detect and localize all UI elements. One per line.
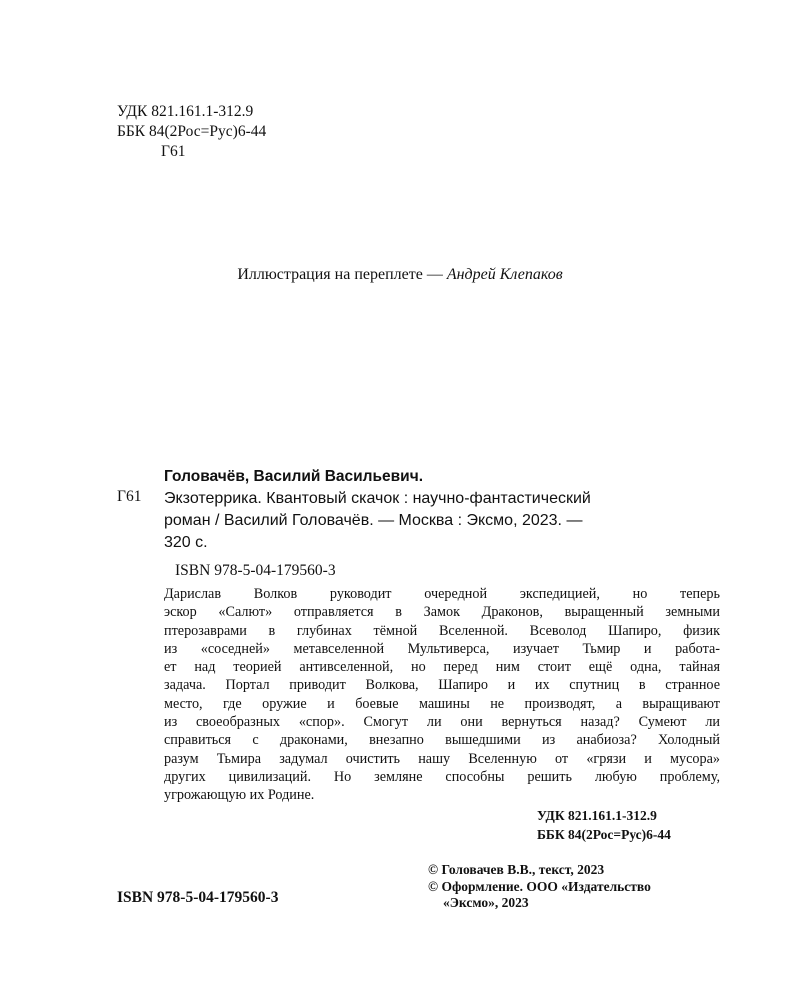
description-line: Экзотеррика. Квантовый скачок : научно-фантастический (164, 490, 591, 507)
annotation-line: Дарислав Волков руководит очередной экспедицией, но теперь (164, 586, 720, 602)
annotation-line: эскор «Салют» отправляется в Замок Драконов, выращенный земными (164, 604, 720, 621)
bottom-bbk: ББК 84(2Рос=Рус)6-44 (537, 827, 671, 842)
annotation-line: из своеобразных «спор». Смогут ли они вернуться назад? Сумеют ли (164, 714, 720, 731)
udk-code: УДК 821.161.1-312.9 (117, 103, 254, 120)
cutter-mark: Г61 (161, 143, 186, 160)
annotation-line: ет над теорией антивселенной, но перед ним стоит ещё одна, тайная (164, 659, 720, 676)
annotation-line: разум Тьмира задумал очистить нашу Вселенную от «грязи и мусора» (164, 750, 720, 767)
annotation-line: угрожающую их Родине. (164, 787, 315, 804)
illustration-artist: Андрей Клепаков (446, 266, 563, 283)
annotation (164, 585, 720, 805)
bibliographic-description (164, 488, 720, 554)
copyright-block (428, 862, 651, 912)
description-line: 320 с. (164, 534, 208, 551)
bbk-code: ББК 84(2Рос=Рус)6-44 (117, 123, 267, 140)
bottom-udk: УДК 821.161.1-312.9 (537, 808, 657, 823)
annotation-line: других цивилизаций. Но земляне способны решить любую проблему, (164, 768, 720, 785)
copyright-design: © Оформление. ООО «Издательство (428, 878, 651, 894)
annotation-line: справиться с драконами, внезапно вышедшими из анабиоза? Холодный (164, 732, 720, 749)
illustration-label: Иллюстрация на переплете — (237, 266, 447, 283)
description-line: роман / Василий Головачёв. — Москва : Эксмо, 2023. — (164, 512, 583, 529)
annotation-line: задача. Портал приводит Волкова, Шапиро и их спутниц в странное (164, 677, 720, 694)
copyright-text: © Головачев В.В., текст, 2023 (428, 862, 605, 877)
record-isbn: ISBN 978-5-04-179560-3 (175, 562, 336, 579)
copyright-design-cont: «Эксмо», 2023 (443, 895, 529, 910)
annotation-line: птерозаврами в глубинах тёмной Вселенной. Всеволод Шапиро, физик (164, 622, 720, 639)
illustration-credit (0, 266, 800, 284)
annotation-line: из «соседней» метавселенной Мультиверса, изучает Тьмир и работа- (164, 640, 720, 657)
classification-codes (117, 102, 266, 162)
footer-isbn: ISBN 978-5-04-179560-3 (117, 889, 279, 906)
bottom-classification (537, 806, 671, 844)
record-cutter: Г61 (117, 488, 142, 505)
author-heading: Головачёв, Василий Васильевич. (164, 468, 424, 485)
annotation-line: место, где оружие и боевые машины не производят, а выращивают (164, 695, 720, 712)
